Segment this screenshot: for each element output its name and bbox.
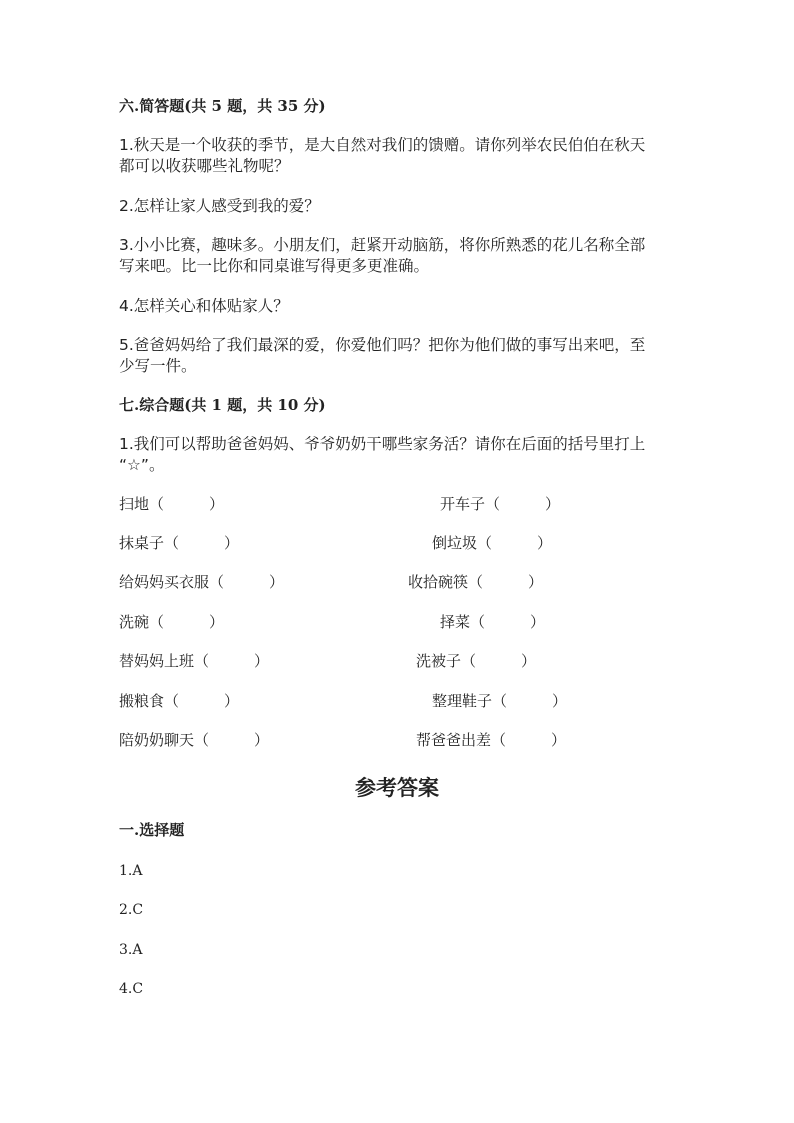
- question-line: 1.我们可以帮助爸爸妈妈、爷爷奶奶干哪些家务活？请你在后面的括号里打上: [119, 435, 646, 453]
- question-6-5: [119, 335, 679, 377]
- question-6-4: [119, 296, 679, 317]
- answer-item: 4.C: [119, 981, 144, 997]
- question-line: 写来吧。比一比你和同桌谁写得更多更准确。: [119, 257, 430, 275]
- question-line: 都可以收获哪些礼物呢？: [119, 157, 290, 175]
- question-7-1: [119, 434, 679, 476]
- question-6-1: [119, 135, 679, 177]
- chore-item: 给妈妈买衣服（ ）: [119, 573, 285, 591]
- question-6-3: [119, 235, 679, 277]
- chore-item: 收拾碗筷（ ）: [408, 573, 544, 591]
- chore-item: 开车子（ ）: [440, 495, 561, 513]
- question-line: 少写一件。: [119, 357, 197, 375]
- chore-item: 搬粮食（ ）: [119, 692, 240, 710]
- question-line: 1.秋天是一个收获的季节，是大自然对我们的馈赠。请你列举农民伯伯在秋天: [119, 136, 646, 154]
- chore-item: 洗碗（ ）: [119, 613, 225, 631]
- chore-item: 整理鞋子（ ）: [432, 692, 568, 710]
- question-line: 5.爸爸妈妈给了我们最深的爱，你爱他们吗？把你为他们做的事写出来吧，至: [119, 336, 646, 354]
- chore-item: 陪奶奶聊天（ ）: [119, 731, 270, 749]
- chore-item: 洗被子（ ）: [416, 652, 537, 670]
- chore-item: 扫地（ ）: [119, 495, 225, 513]
- chore-item: 帮爸爸出差（ ）: [416, 731, 567, 749]
- question-line: 4.怎样关心和体贴家人？: [119, 297, 289, 315]
- question-line: “☆”。: [119, 456, 165, 474]
- section-7-heading: 七.综合题(共 1 题，共 10 分): [119, 396, 326, 414]
- answers-title: 参考答案: [355, 775, 439, 800]
- answers-section-heading: 一.选择题: [119, 821, 185, 839]
- answer-item: 1.A: [119, 863, 143, 879]
- chore-item: 抹桌子（ ）: [119, 534, 240, 552]
- question-line: 2.怎样让家人感受到我的爱？: [119, 197, 320, 215]
- chore-item: 替妈妈上班（ ）: [119, 652, 270, 670]
- answer-item: 3.A: [119, 942, 143, 958]
- chore-item: 择菜（ ）: [440, 613, 546, 631]
- section-6-heading: 六.简答题(共 5 题，共 35 分): [119, 97, 326, 115]
- question-line: 3.小小比赛，趣味多。小朋友们，赶紧开动脑筋，将你所熟悉的花儿名称全部: [119, 236, 646, 254]
- chore-item: 倒垃圾（ ）: [432, 534, 553, 552]
- answer-item: 2.C: [119, 902, 144, 918]
- question-6-2: [119, 196, 679, 217]
